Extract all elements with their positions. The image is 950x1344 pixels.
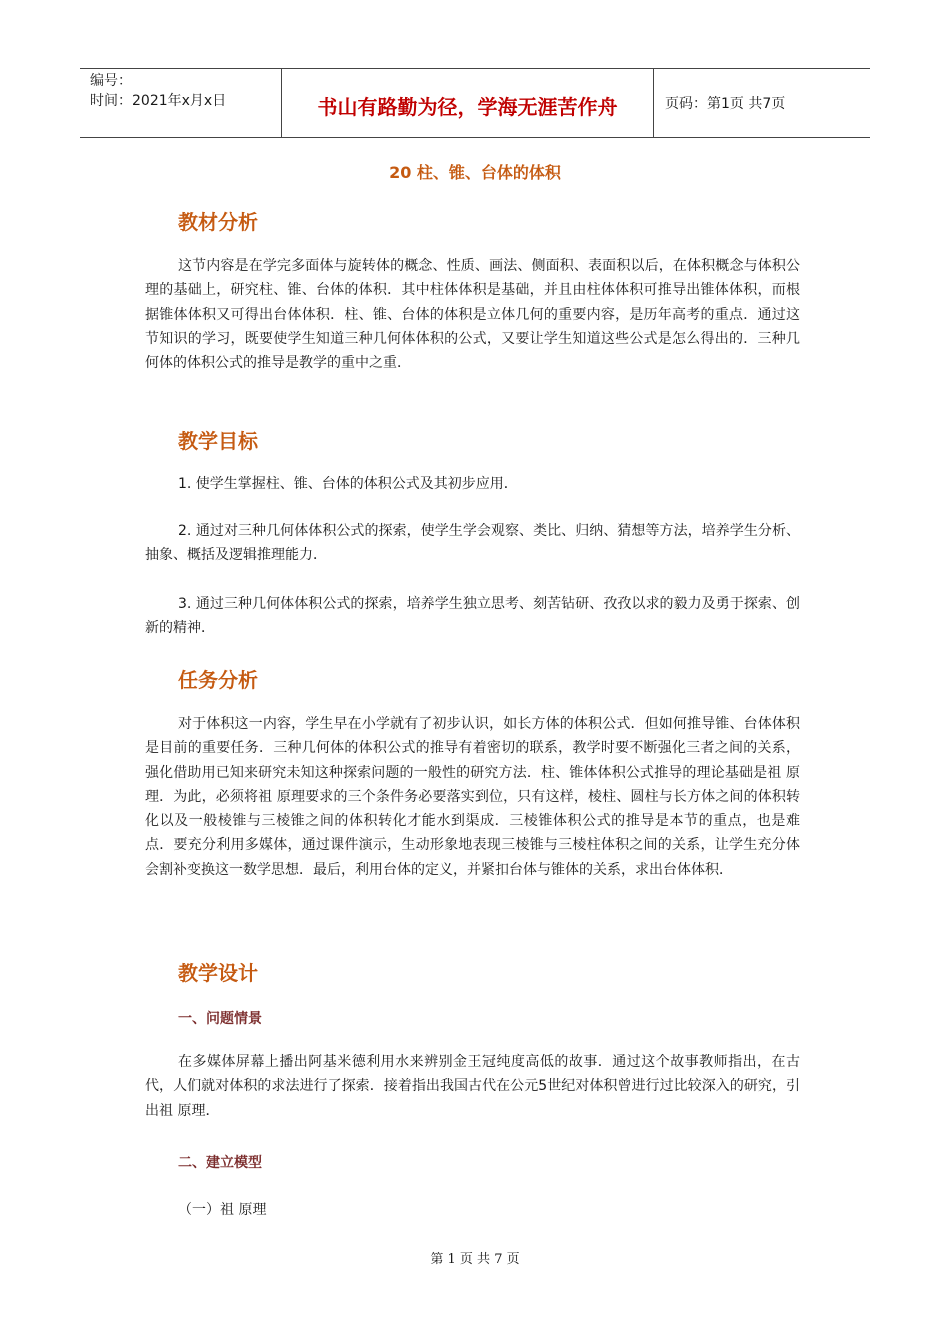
- header-divider: [653, 69, 654, 137]
- goal-item-3: 3. 通过三种几何体体积公式的探索，培养学生独立思考、刻苦钻研、孜孜以求的毅力及勇于探索、创新的精神．: [145, 596, 800, 637]
- page-header: [80, 68, 870, 138]
- section-heading-task-analysis: 任务分析: [178, 668, 258, 692]
- time-label: 时间：2021年x月x日: [90, 93, 227, 109]
- section-heading-teaching-design: 教学设计: [178, 961, 258, 985]
- header-motto: 书山有路勤为径，学海无涯苦作舟: [317, 95, 618, 119]
- paragraph-task-analysis: 对于体积这一内容，学生早在小学就有了初步认识，如长方体的体积公式．但如何推导锥、台体体积是目前的重要任务．三种几何体的体积公式的推导有着密切的联系，教学时要不断强化三者之间的关系，强化借助用已知来研究未知这种探索问题的一般性的研究方法．柱、锥体体积公式推导的理论基础是祖 原理．为此，必须将祖 原理要求的三个条件务必要落实到位，只有这样，棱柱、圆柱与长方体之间的体积转化以及一般棱锥与三棱锥之间的体积转化才能水到渠成．三棱锥体积公式的推导是本节的重点，也是难点．要充分利用多媒体，通过课件演示，生动形象地表现三棱锥与三棱柱体积之间的关系，让学生充分体会割补变换这一数学思想．最后，利用台体的定义，并紧扣台体与锥体的关系，求出台体体积．: [145, 716, 800, 878]
- page-footer: 第 1 页 共 7 页: [430, 1252, 520, 1267]
- document-title: 20 柱、锥、台体的体积: [389, 163, 561, 182]
- goal-item-1: 1. 使学生掌握柱、锥、台体的体积公式及其初步应用．: [178, 476, 518, 492]
- subsection-problem-scenario: 一、问题情景: [178, 1011, 262, 1027]
- subsection-zu-principle: （一）祖 原理: [178, 1202, 267, 1218]
- header-meta: [90, 71, 226, 111]
- paragraph-textbook-analysis: 这节内容是在学完多面体与旋转体的概念、性质、画法、侧面积、表面积以后，在体积概念与体积公理的基础上，研究柱、锥、台体的体积．其中柱体体积是基础，并且由柱体体积可推导出锥体体积，而根据锥体体积又可得出台体体积．柱、锥、台体的体积是立体几何的重要内容，是历年高考的重点．通过这节知识的学习，既要使学生知道三种几何体体积的公式，又要让学生知道这些公式是怎么得出的．三种几何体的体积公式的推导是教学的重中之重．: [145, 258, 800, 372]
- goal-item-2: 2. 通过对三种几何体体积公式的探索，使学生学会观察、类比、归纳、猜想等方法，培养学生分析、抽象、概括及逻辑推理能力．: [145, 523, 800, 564]
- header-page-info: 页码：第1页 共7页: [665, 96, 786, 112]
- subsection-build-model: 二、建立模型: [178, 1155, 262, 1171]
- section-heading-teaching-goals: 教学目标: [178, 429, 258, 453]
- number-label: 编号：: [90, 73, 132, 89]
- section-heading-textbook-analysis: 教材分析: [178, 210, 258, 234]
- paragraph-problem-scenario: 在多媒体屏幕上播出阿基米德利用水来辨别金王冠纯度高低的故事．通过这个故事教师指出，在古代，人们就对体积的求法进行了探索．接着指出我国古代在公元5世纪对体积曾进行过比较深入的研究，引出祖 原理．: [145, 1054, 800, 1119]
